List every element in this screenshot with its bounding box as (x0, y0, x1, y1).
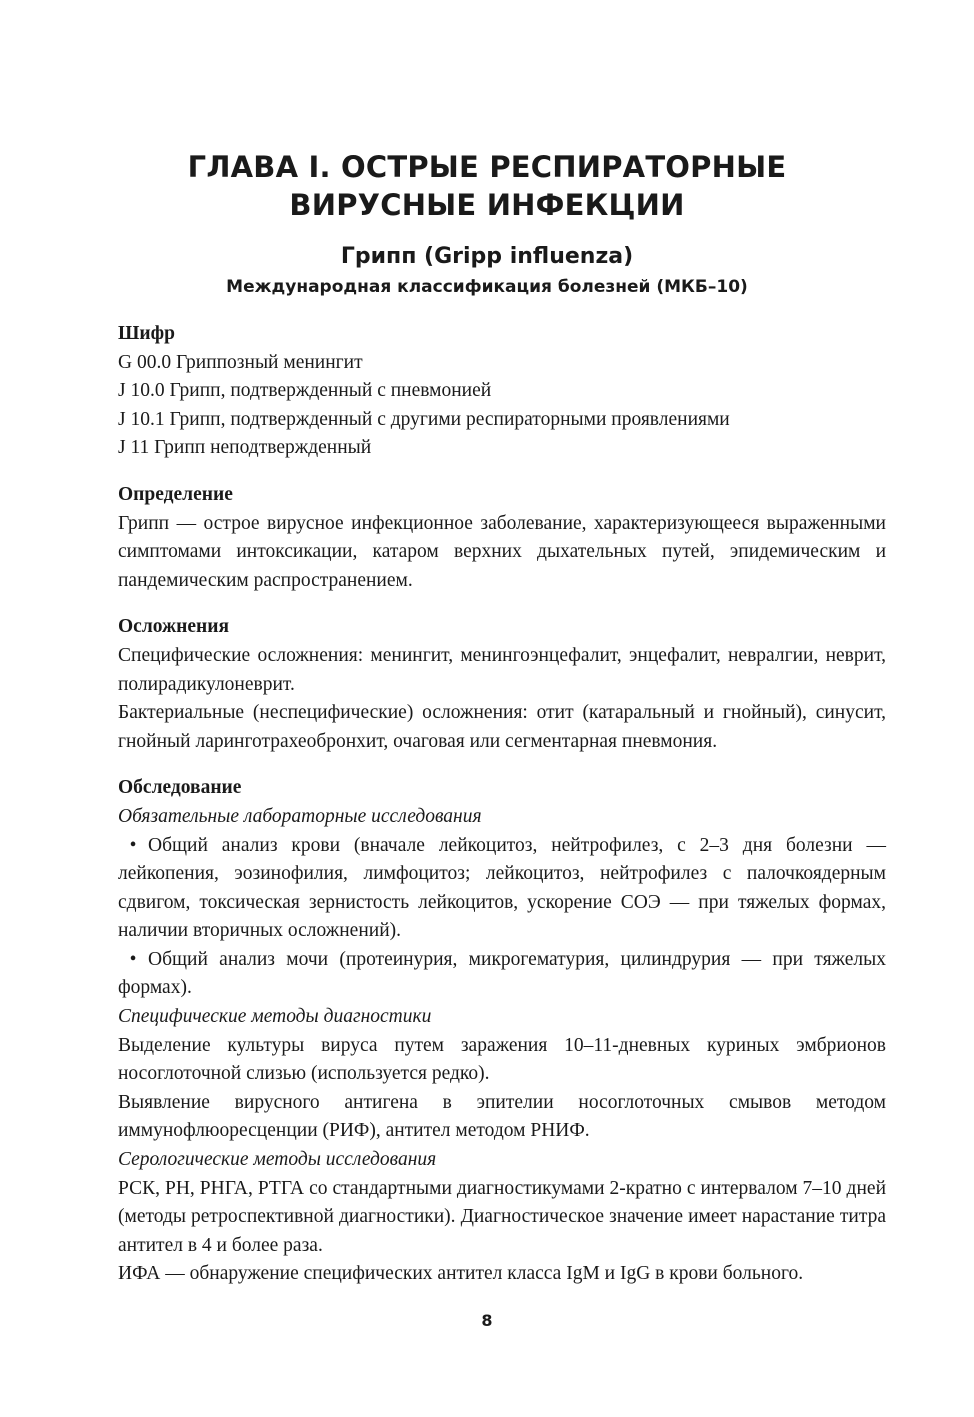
page-body (118, 320, 886, 1289)
serology-text: РСК, РН, РНГА, РТГА со стандартными диагностикумами 2-кратно с интервалом 7–10 дней (методы ретроспективной диагностики). Диагностическое значение имеет нарастание титра антител в 4 и более раза. (118, 1177, 886, 1256)
definition-heading: Определение (118, 483, 233, 505)
complications-specific: Специфические осложнения: менингит, менингоэнцефалит, энцефалит, невралгии, неврит, полирадикулоневрит. (118, 644, 886, 695)
complications-heading: Осложнения (118, 616, 230, 638)
cipher-code-4: J 11 Грипп неподтвержденный (118, 437, 372, 459)
cipher-code-2: J 10.0 Грипп, подтвержденный с пневмонией (118, 380, 492, 402)
complications-bacterial: Бактериальные (неспецифические) осложнения: отит (катаральный и гнойный), синусит, гнойный ларинготрахеобронхит, очаговая или сегментарная пневмония. (118, 702, 886, 752)
bullet-icon: • (129, 948, 137, 970)
page-number: 8 (481, 1311, 493, 1330)
serology-heading: Серологические методы исследования (118, 1149, 437, 1171)
cipher-code-3: J 10.1 Грипп, подтвержденный с другими респираторными проявлениями (118, 408, 730, 430)
bullet-urine-test (118, 946, 886, 1003)
cipher-code-1: G 00.0 Гриппозный менингит (118, 351, 363, 373)
ifa-text: ИФА — обнаружение специфических антител класса IgM и IgG в крови больного. (118, 1263, 804, 1285)
antigen-text: Выявление вирусного антигена в эпителии носоглоточных смывов методом иммунофлюоресценции (РИФ), антител методом РНИФ. (118, 1091, 886, 1142)
culture-text: Выделение культуры вируса путем заражения 10–11-дневных куриных эмбрионов носоглоточной слизью (используется редко). (118, 1034, 886, 1085)
chapter-title (0, 148, 974, 224)
bullet-blood-test-text: Общий анализ крови (вначале лейкоцитоз, нейтрофилез, с 2–3 дня болезни — лейкопения, эозинофилия, лимфоцитоз; лейкоцитоз, нейтрофилез с палочкоядерным сдвигом, токсическая зернистость лейкоцитов, ускорение СОЭ — при тяжелых формах, наличии вторичных осложнений). (118, 834, 886, 942)
bullet-urine-test-text: Общий анализ мочи (протеинурия, микрогематурия, цилиндрурия — при тяжелых формах). (118, 948, 886, 999)
bullet-icon: • (129, 834, 137, 856)
definition-text: Грипп — острое вирусное инфекционное заболевание, характеризующееся выраженными симптомами интоксикации, катаром верхних дыхательных путей, эпидемическим и пандемическим распространением. (118, 512, 886, 591)
lab-tests-heading: Обязательные лабораторные исследования (118, 805, 482, 827)
examination-heading: Обследование (118, 777, 242, 799)
cipher-heading: Шифр (118, 323, 175, 344)
specific-methods-heading: Специфические методы диагностики (118, 1006, 432, 1028)
chapter-title-line-2: ВИРУСНЫЕ ИНФЕКЦИИ (289, 188, 685, 222)
chapter-title-line-1: ГЛАВА I. ОСТРЫЕ РЕСПИРАТОРНЫЕ (187, 150, 787, 184)
bullet-blood-test (118, 832, 886, 946)
section-subtitle: Международная классификация болезней (МКБ–10) (226, 277, 748, 297)
section-title: Грипп (Gripp influenza) (340, 244, 634, 269)
